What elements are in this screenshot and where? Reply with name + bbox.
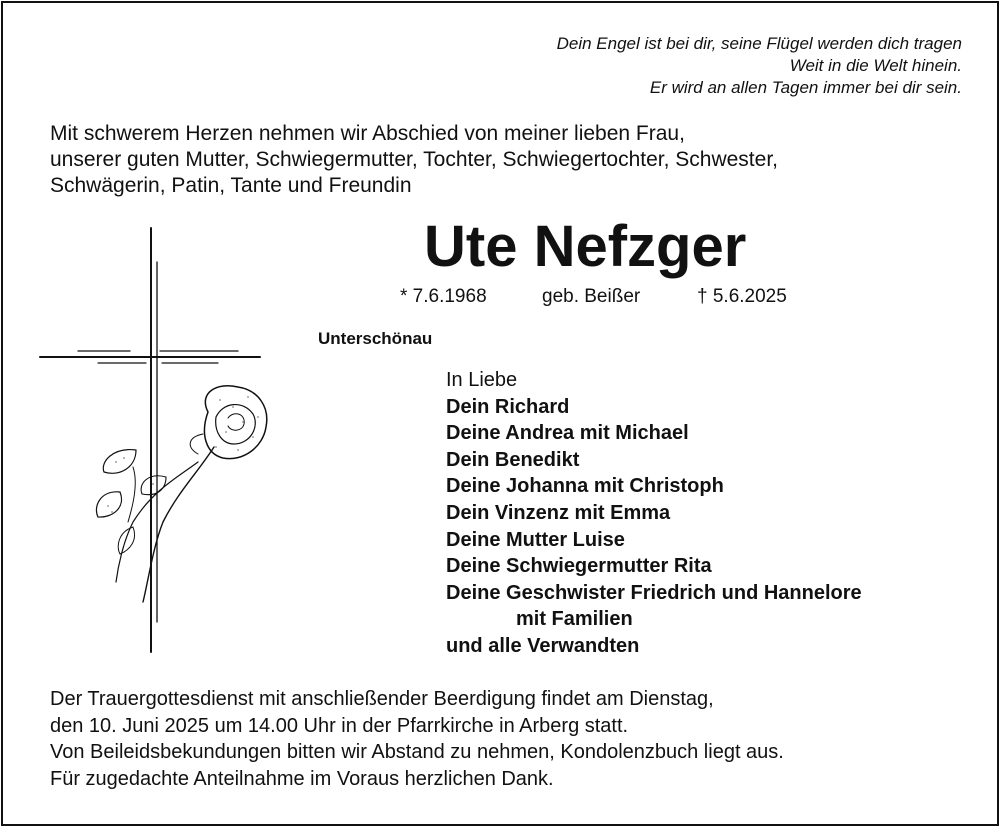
mourner-name: Deine Andrea mit Michael [446, 422, 689, 445]
deceased-name: Ute Nefzger [424, 214, 747, 279]
mourner-name: Deine Johanna mit Christoph [446, 475, 724, 498]
residence-place: Unterschönau [318, 329, 433, 348]
intro-line: unserer guten Mutter, Schwiegermutter, Tochter, Schwiegertochter, Schwester, [50, 148, 778, 171]
intro-line: Schwägerin, Patin, Tante und Freundin [50, 174, 412, 197]
maiden-name: geb. Beißer [542, 286, 641, 307]
mourner-name: und alle Verwandten [446, 634, 640, 657]
service-line: Von Beileidsbekundungen bitten wir Abstand zu nehmen, Kondolenzbuch liegt aus. [50, 741, 784, 763]
poem [557, 33, 962, 99]
mourner-name: Dein Vinzenz mit Emma [446, 501, 671, 524]
service-line: Für zugedachte Anteilnahme im Voraus herzlichen Dank. [50, 767, 554, 790]
mourner-name: mit Familien [516, 608, 633, 631]
intro-text [50, 121, 778, 199]
mourner-name: Deine Mutter Luise [446, 528, 625, 551]
mourners-list [446, 367, 862, 660]
poem-line: Er wird an allen Tagen immer bei dir sein. [649, 78, 962, 97]
mourners-greeting: In Liebe [446, 369, 518, 391]
birth-date: * 7.6.1968 [400, 286, 487, 307]
death-date: † 5.6.2025 [697, 286, 787, 307]
mourner-name: Deine Schwiegermutter Rita [446, 555, 712, 578]
mourner-name: Deine Geschwister Friedrich und Hannelore [446, 581, 862, 604]
service-info [50, 686, 784, 792]
service-line: den 10. Juni 2025 um 14.00 Uhr in der Pfarrkirche in Arberg statt. [50, 714, 629, 737]
intro-line: Mit schwerem Herzen nehmen wir Abschied von meiner lieben Frau, [50, 122, 685, 145]
poem-line: Weit in die Welt hinein. [789, 56, 962, 75]
mourner-name: Dein Richard [446, 395, 570, 418]
service-line: Der Trauergottesdienst mit anschließender Beerdigung findet am Dienstag, [50, 688, 714, 710]
poem-line: Dein Engel ist bei dir, seine Flügel werden dich tragen [556, 34, 962, 53]
mourner-name: Dein Benedikt [446, 448, 580, 471]
cross-with-rose-icon [38, 222, 274, 660]
